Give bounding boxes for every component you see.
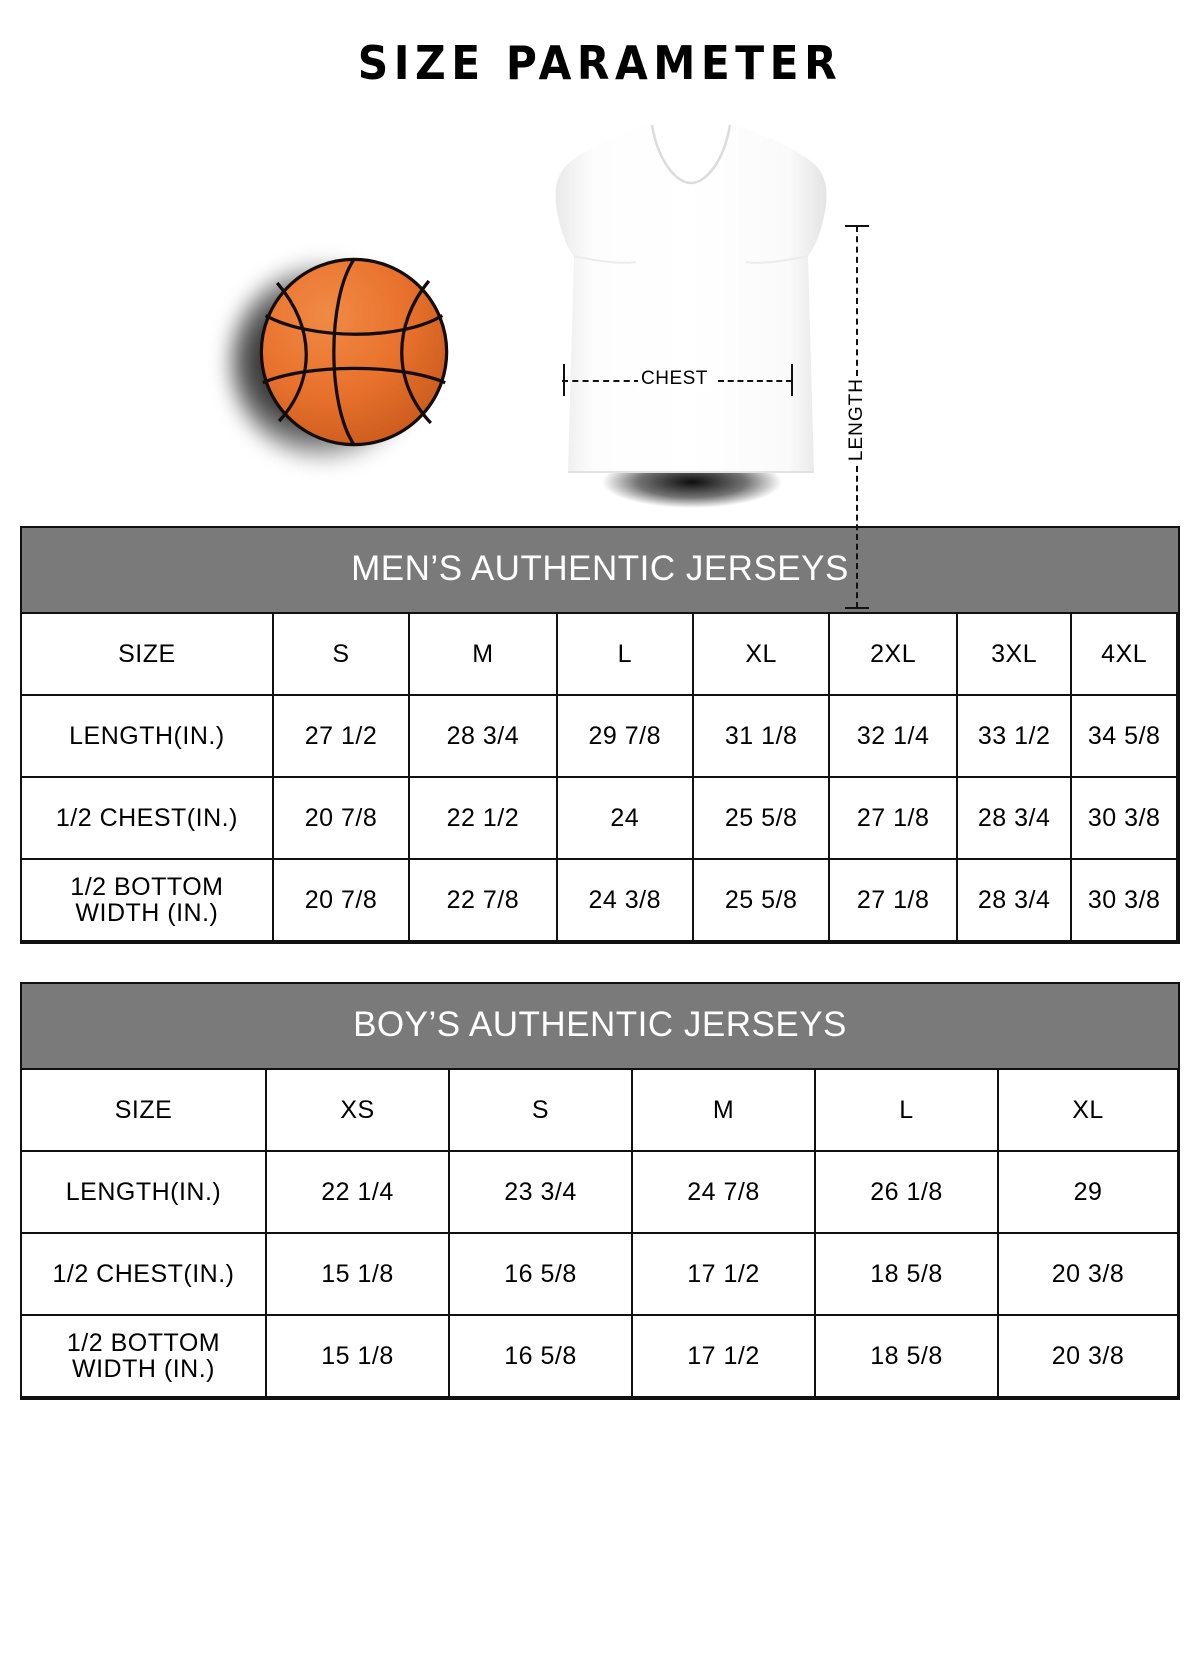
table-row [22,859,1177,941]
cell-chest-2xl: 27 1/8 [829,777,957,859]
column-header-s: S [273,613,409,695]
length-tick-bottom [845,607,869,609]
cell-bottom-xl: 25 5/8 [693,859,829,941]
cell-length-m: 28 3/4 [409,695,556,777]
cell-bottom-xs: 15 1/8 [266,1315,449,1397]
mens-size-table [22,612,1178,942]
row-label-line1: 1/2 BOTTOM [66,1328,221,1357]
length-label: LENGTH [846,378,867,462]
cell-bottom-2xl: 27 1/8 [829,859,957,941]
boys-table-heading: BOY’S AUTHENTIC JERSEYS [22,984,1178,1068]
row-label-half-chest: 1/2 CHEST(IN.) [22,1233,266,1315]
cell-length-2xl: 32 1/4 [829,695,957,777]
cell-chest-l: 18 5/8 [815,1233,998,1315]
column-header-size: SIZE [22,1069,266,1151]
cell-bottom-4xl: 30 3/8 [1071,859,1177,941]
cell-length-s: 23 3/4 [449,1151,632,1233]
table-row [22,1233,1178,1315]
page-title: SIZE PARAMETER [357,36,843,90]
cell-length-4xl: 34 5/8 [1071,695,1177,777]
row-label-length: LENGTH(IN.) [22,695,273,777]
column-header-l: L [815,1069,998,1151]
cell-bottom-s: 16 5/8 [449,1315,632,1397]
column-header-xl: XL [693,613,829,695]
column-header-xs: XS [266,1069,449,1151]
cell-bottom-l: 24 3/8 [557,859,693,941]
row-label-line1: 1/2 BOTTOM [70,872,224,901]
cell-chest-xl: 20 3/8 [998,1233,1178,1315]
table-row [22,1069,1178,1151]
cell-bottom-3xl: 28 3/4 [957,859,1071,941]
cell-length-3xl: 33 1/2 [957,695,1071,777]
chest-dimension-line-right [718,380,792,382]
column-header-4xl: 4XL [1071,613,1177,695]
boys-size-table [22,1068,1179,1398]
mens-table-heading: MEN’S AUTHENTIC JERSEYS [22,528,1178,612]
length-tick-top [845,225,869,227]
cell-bottom-m: 22 7/8 [409,859,556,941]
basketball-illustration [228,246,458,476]
column-header-s: S [449,1069,632,1151]
row-label-half-chest: 1/2 CHEST(IN.) [22,777,273,859]
cell-length-xs: 22 1/4 [266,1151,449,1233]
jersey-icon [540,104,840,524]
boys-size-table-block [20,982,1180,1400]
cell-length-l: 26 1/8 [815,1151,998,1233]
cell-bottom-l: 18 5/8 [815,1315,998,1397]
cell-chest-l: 24 [557,777,693,859]
chest-tick-left [563,364,565,396]
row-label-half-bottom-width [22,1315,266,1397]
cell-chest-m: 22 1/2 [409,777,556,859]
column-header-m: M [409,613,556,695]
cell-length-xl: 31 1/8 [693,695,829,777]
table-row [22,1315,1178,1397]
column-header-2xl: 2XL [829,613,957,695]
column-header-l: L [557,613,693,695]
column-header-xl: XL [998,1069,1178,1151]
cell-length-s: 27 1/2 [273,695,409,777]
row-label-line2: WIDTH (IN.) [75,899,219,927]
chest-tick-right [791,364,793,396]
cell-length-xl: 29 [998,1151,1178,1233]
length-dimension-line-top [856,226,858,376]
mens-size-table-block [20,526,1180,944]
row-label-half-bottom-width [22,859,273,941]
cell-bottom-xl: 20 3/8 [998,1315,1178,1397]
basketball-icon [258,256,450,448]
cell-length-m: 24 7/8 [632,1151,815,1233]
illustration-area [0,96,1200,526]
table-row [22,777,1177,859]
table-row [22,613,1177,695]
cell-chest-xl: 25 5/8 [693,777,829,859]
cell-length-l: 29 7/8 [557,695,693,777]
table-row [22,1151,1178,1233]
column-header-3xl: 3XL [957,613,1071,695]
cell-chest-4xl: 30 3/8 [1071,777,1177,859]
cell-bottom-s: 20 7/8 [273,859,409,941]
cell-chest-s: 16 5/8 [449,1233,632,1315]
cell-chest-s: 20 7/8 [273,777,409,859]
table-row [22,695,1177,777]
row-label-length: LENGTH(IN.) [22,1151,266,1233]
cell-chest-3xl: 28 3/4 [957,777,1071,859]
chest-label: CHEST [638,368,711,390]
jersey-illustration [540,104,840,524]
chest-dimension-line-left [562,380,640,382]
cell-chest-m: 17 1/2 [632,1233,815,1315]
row-label-line2: WIDTH (IN.) [72,1355,215,1383]
cell-bottom-m: 17 1/2 [632,1315,815,1397]
cell-chest-xs: 15 1/8 [266,1233,449,1315]
length-dimension-line-bottom [856,466,858,608]
column-header-m: M [632,1069,815,1151]
column-header-size: SIZE [22,613,273,695]
